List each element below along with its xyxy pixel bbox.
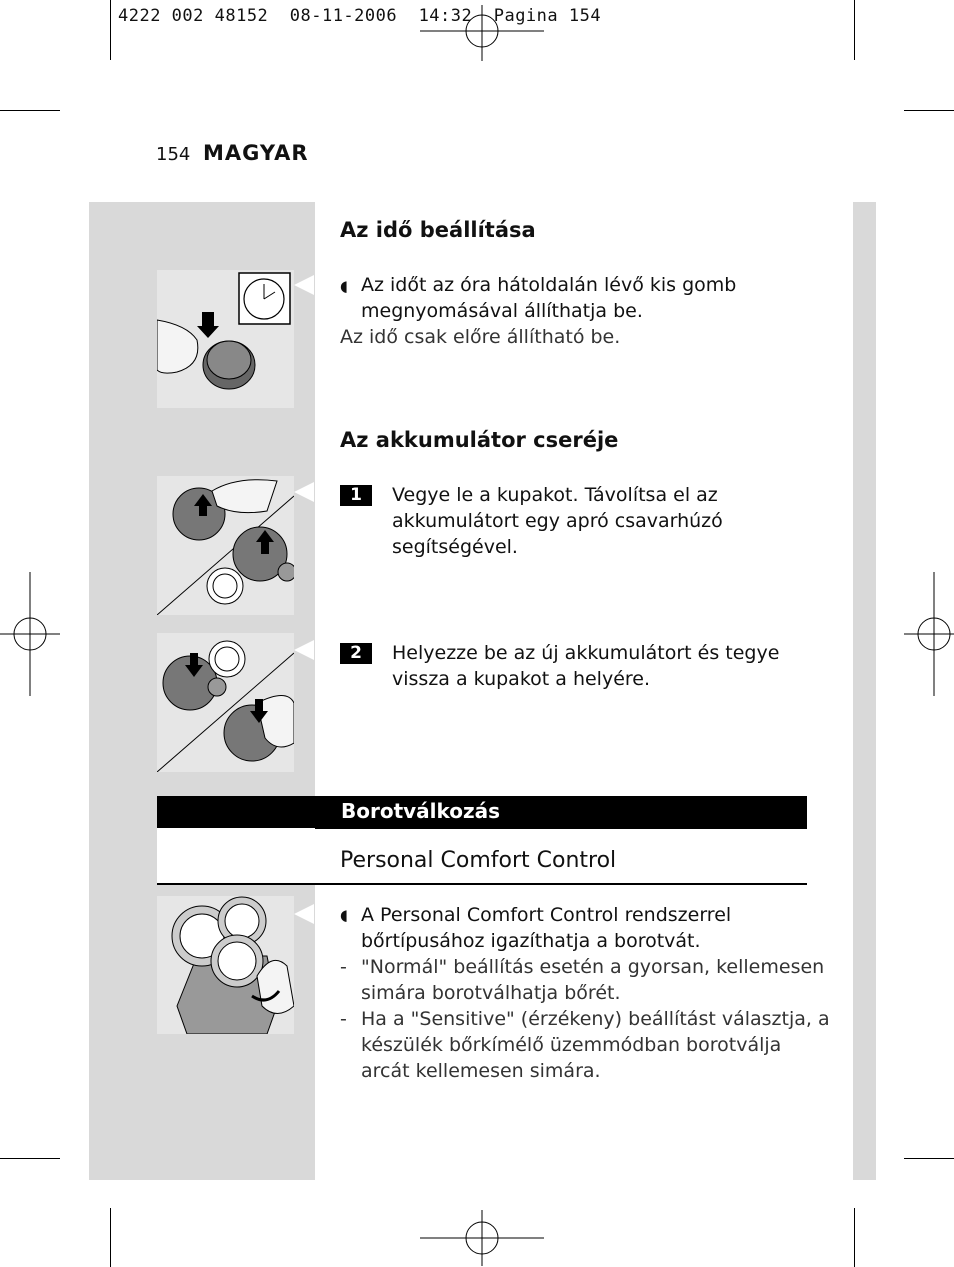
- registration-mark-left: [0, 572, 60, 696]
- battery-insert-illustration: [157, 633, 294, 772]
- personal-comfort-heading: Personal Comfort Control: [340, 848, 617, 873]
- time-setting-heading: Az idő beállítása: [340, 218, 536, 242]
- dash2-line3: arcát kellemesen simára.: [361, 1060, 601, 1082]
- battery-heading: Az akkumulátor cseréje: [340, 428, 619, 452]
- dash1-line2: simára borotválhatja bőrét.: [361, 982, 621, 1004]
- shaving-bullet-line2: bőrtípusához igazíthatja a borotvát.: [361, 930, 701, 952]
- battery-removal-illustration: [157, 476, 294, 615]
- step2-line2: vissza a kupakot a helyére.: [392, 668, 651, 690]
- time-bullet-line2: megnyomásával állíthatja be.: [361, 300, 643, 322]
- step1-line1: Vegye le a kupakot. Távolítsa el az: [392, 484, 718, 506]
- bullet-icon: ◖: [340, 906, 348, 924]
- bullet-icon: ◖: [340, 277, 348, 295]
- clock-illustration: [157, 270, 294, 408]
- pointer-arrow: [294, 904, 314, 924]
- shaver-head-illustration: [157, 896, 294, 1034]
- registration-mark-bottom: [420, 1210, 544, 1266]
- subheading-rule: [157, 883, 807, 885]
- dash2-line2: készülék bőrkímélő üzemmódban borotválja: [361, 1034, 782, 1056]
- dash2-line1: Ha a "Sensitive" (érzékeny) beállítást választja, a: [361, 1008, 830, 1030]
- time-note: Az idő csak előre állítható be.: [340, 326, 621, 348]
- pointer-arrow: [294, 275, 314, 295]
- shaving-bullet-line1: A Personal Comfort Control rendszerrel: [361, 904, 732, 926]
- page-number: 154: [156, 144, 191, 165]
- registration-mark-right: [904, 572, 954, 696]
- pointer-arrow: [294, 482, 314, 502]
- step-number-1: 1: [340, 485, 372, 506]
- pointer-arrow: [294, 640, 314, 660]
- section-bar-shaving: [157, 796, 807, 829]
- subheading-band: [157, 828, 315, 883]
- step1-line2: akkumulátort egy apró csavarhúzó: [392, 510, 723, 532]
- dash1-line1: "Normál" beállítás esetén a gyorsan, kellemesen: [361, 956, 825, 978]
- registration-mark-top: [420, 5, 544, 61]
- step2-line1: Helyezze be az új akkumulátort és tegye: [392, 642, 780, 664]
- dash-icon: -: [340, 956, 347, 978]
- dash-icon: -: [340, 1008, 347, 1030]
- right-margin-band: [853, 202, 876, 1180]
- print-header: 4222 002 48152 08-11-2006 14:32 Pagina 154: [118, 6, 602, 26]
- time-bullet-line1: Az időt az óra hátoldalán lévő kis gomb: [361, 274, 737, 296]
- step-number-2: 2: [340, 643, 372, 664]
- language-title: MAGYAR: [203, 141, 309, 165]
- section-bar-title: Borotválkozás: [341, 799, 501, 823]
- step1-line3: segítségével.: [392, 536, 518, 558]
